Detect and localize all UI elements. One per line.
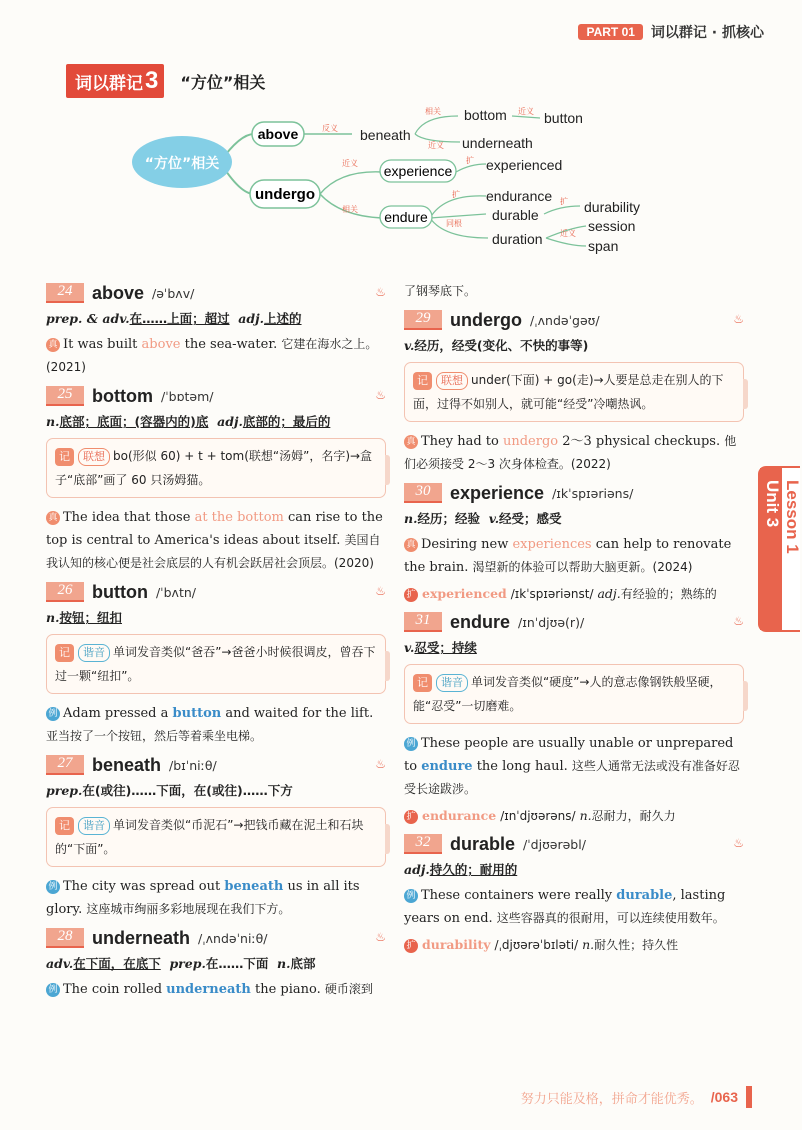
mindmap-rel-extend-1: 扩 — [466, 156, 474, 165]
memory-tip-text: under(下面) + go(走)→人要是总走在别人的下面，过得不如别人，就可能“经受”冷嘲热讽。 — [413, 373, 724, 411]
box-tab — [385, 651, 390, 681]
example-translation: 渴望新的体验可以帮助大脑更新。(2024) — [472, 560, 693, 574]
section-badge — [66, 64, 164, 98]
phonetic: /ɪkˈspɪəriəns/ — [552, 485, 634, 501]
li-icon: 例 — [46, 983, 60, 997]
entry-experience — [404, 480, 744, 605]
page-number: /063 — [710, 1089, 738, 1105]
right-column — [404, 280, 744, 960]
headword: experience — [450, 482, 545, 503]
memory-tag: 谐音 — [78, 644, 110, 662]
mindmap-node-span: span — [588, 238, 619, 254]
flame-icon: ♨ — [375, 388, 386, 402]
phonetic: /ˈdjʊərəbl/ — [523, 836, 586, 852]
box-tab — [385, 824, 390, 854]
derivative — [404, 805, 744, 827]
part-of-speech: prep. — [169, 956, 206, 971]
mindmap-node-experienced: experienced — [486, 157, 563, 173]
example-sentence — [46, 506, 386, 575]
part-of-speech: v. — [404, 640, 415, 655]
page-header — [578, 22, 764, 42]
headword: button — [92, 581, 148, 602]
mind-map — [0, 98, 800, 268]
memory-tip-box — [46, 634, 386, 694]
memory-tag: 联想 — [436, 372, 468, 390]
memory-icon: 记 — [55, 448, 74, 466]
example-sentence — [46, 875, 386, 921]
headword: durable — [450, 833, 516, 854]
entry-number: 25 — [46, 386, 84, 406]
mindmap-node-durability: durability — [584, 199, 641, 215]
example-text: the long haul. — [472, 759, 572, 774]
example-text: Desiring new — [421, 537, 513, 552]
meaning: 底部 — [290, 956, 316, 971]
part-of-speech: n. — [46, 610, 60, 625]
mindmap-rel-near-1: 近义 — [428, 141, 444, 150]
mindmap-rel-near-4: 近义 — [560, 229, 576, 238]
derivative-phonetic: /ɪkˈspɪəriənst/ — [510, 587, 594, 601]
headword: beneath — [92, 754, 162, 775]
mindmap-node-beneath: beneath — [360, 127, 411, 143]
example-text: , lasting years on end. — [404, 888, 726, 926]
mindmap-rel-related-2: 相关 — [342, 205, 358, 214]
part-of-speech: n. — [404, 511, 418, 526]
example-translation: 他们必须接受 2～3 次身体检查。(2022) — [404, 434, 737, 471]
meaning: 底部的；最后的 — [242, 414, 331, 429]
headword: underneath — [92, 927, 191, 948]
flame-icon: ♨ — [733, 614, 744, 628]
entry-head — [46, 579, 386, 605]
box-tab — [743, 681, 748, 711]
part-of-speech: prep. — [46, 783, 83, 798]
entry-beneath — [46, 752, 386, 921]
example-text: The idea that those — [63, 510, 195, 525]
flame-icon: ♨ — [733, 836, 744, 850]
part-of-speech: adj. — [238, 311, 265, 326]
example-text: Adam pressed a — [63, 706, 173, 721]
headword: above — [92, 282, 145, 303]
entry-number: 28 — [46, 928, 84, 948]
example-sentence — [404, 430, 744, 476]
example-text: 2～3 physical checkups. — [558, 434, 725, 449]
part-badge: PART 01 — [578, 24, 642, 40]
example-translation: 这些容器真的很耐用，可以连续使用数年。 — [496, 911, 725, 925]
memory-icon: 记 — [413, 372, 432, 390]
entry-number: 32 — [404, 834, 442, 854]
derivative-phonetic: /ɪnˈdjʊərəns/ — [500, 809, 576, 823]
meaning: 在……下面 — [205, 956, 269, 971]
entry-number: 30 — [404, 483, 442, 503]
example-text: us in all its glory. — [46, 879, 360, 917]
phonetic: /ˌʌndəˈgəʊ/ — [530, 312, 600, 328]
entry-head — [404, 609, 744, 635]
entry-head — [404, 831, 744, 857]
mindmap-node-bottom: bottom — [464, 107, 507, 123]
entry-number: 26 — [46, 582, 84, 602]
entry-head — [404, 480, 744, 506]
example-text: and waited for the lift. — [221, 706, 374, 721]
page-footer — [521, 1086, 752, 1108]
part-of-speech: adj. — [217, 414, 243, 429]
memory-icon: 记 — [55, 817, 74, 835]
entry-head — [404, 307, 744, 333]
example-highlight: endure — [421, 759, 473, 774]
entry-head — [46, 752, 386, 778]
example-text: These containers were really — [421, 888, 617, 903]
example-translation: 亚当按了一个按钮，然后等着乘坐电梯。 — [46, 729, 263, 743]
mindmap-node-undergo: undergo — [255, 186, 315, 203]
example-highlight: at the bottom — [194, 510, 284, 525]
meaning: 在(或往)……下面，在(或往)……下方 — [82, 783, 293, 798]
example-sentence — [46, 333, 386, 379]
side-tab-unit: Unit 3 — [763, 480, 782, 528]
entry-number: 31 — [404, 612, 442, 632]
example-sentence — [46, 978, 386, 1001]
page-bar — [746, 1086, 752, 1108]
footer-motto: 努力只能及格，拼命才能优秀。 — [520, 1091, 703, 1107]
mindmap-rel-related-1: 相关 — [425, 107, 441, 116]
phonetic: /ˈbʌtn/ — [155, 584, 196, 600]
meaning: 经历，经受(变化、不快的事等) — [414, 338, 589, 353]
example-translation: 这座城市绚丽多彩地展现在我们下方。 — [86, 902, 291, 916]
mindmap-node-session: session — [588, 218, 636, 234]
meaning: 底部；底面；(容器内的)底 — [59, 414, 209, 429]
part-of-speech: n. — [582, 937, 595, 952]
derivative-phonetic: /ˌdjʊərəˈbɪləti/ — [494, 938, 579, 952]
memory-tag: 谐音 — [78, 817, 110, 835]
example-text: It was built — [63, 337, 142, 352]
example-text: the piano. — [250, 982, 325, 997]
example-translation: 硬币滚到 — [324, 982, 373, 996]
li-icon: 例 — [404, 889, 418, 903]
part-of-speech: adj. — [597, 586, 621, 601]
section-subtitle: “方位”相关 — [180, 72, 266, 92]
mindmap-node-experience: experience — [383, 163, 453, 179]
mindmap-rel-cognate: 同根 — [446, 219, 462, 228]
example-translation: 美国自我认知的核心便是社会底层的人有机会跃居社会顶层。(2020) — [46, 533, 381, 570]
side-tab[interactable] — [758, 466, 800, 632]
box-tab — [385, 455, 390, 485]
headword: bottom — [92, 385, 153, 406]
headword: undergo — [450, 309, 522, 330]
memory-tag: 谐音 — [436, 674, 468, 692]
headword: endure — [450, 611, 511, 632]
mindmap-node-underneath: underneath — [462, 135, 533, 151]
example-sentence — [46, 702, 386, 748]
flame-icon: ♨ — [733, 312, 744, 326]
example-highlight: beneath — [224, 879, 284, 894]
mindmap-rel-extend-2: 扩 — [452, 190, 460, 199]
meaning: 经历；经验 — [417, 511, 480, 526]
part-of-speech: v. — [404, 338, 415, 353]
definition — [46, 412, 386, 432]
mindmap-rel-near-2: 近义 — [518, 107, 534, 116]
memory-tip-box — [404, 362, 744, 422]
section-title — [66, 64, 265, 98]
entry-durable — [404, 831, 744, 956]
derivative-meaning: 有经验的；熟练的 — [620, 587, 717, 601]
li-icon: 例 — [404, 737, 418, 751]
example-sentence — [404, 732, 744, 801]
meaning: 在……上面；超过 — [129, 311, 230, 326]
example-highlight: experiences — [512, 537, 592, 552]
example-text: can help to renovate the brain. — [404, 537, 732, 575]
part-of-speech: n. — [579, 808, 592, 823]
li-icon: 例 — [46, 707, 60, 721]
side-tab-text — [762, 480, 802, 554]
entry-head — [46, 925, 386, 951]
example-sentence — [404, 533, 744, 579]
definition — [46, 954, 386, 974]
mindmap-rel-extend-3: 扩 — [560, 197, 568, 206]
extend-icon: 扩 — [404, 810, 418, 824]
flame-icon: ♨ — [375, 285, 386, 299]
entry-above — [46, 280, 386, 379]
example-highlight: underneath — [166, 982, 251, 997]
memory-tip-text: 单词发音类似“币泥石”→把钱币藏在泥土和石块的“下面”。 — [55, 818, 364, 856]
example-translation: 了钢琴底下。 — [404, 284, 477, 298]
flame-icon: ♨ — [375, 757, 386, 771]
derivative-word: endurance — [422, 808, 497, 823]
example-sentence — [404, 884, 744, 930]
entry-undergo — [404, 307, 744, 476]
part-of-speech: n. — [277, 956, 291, 971]
definition — [404, 638, 744, 658]
mindmap-rel-near-3: 近义 — [342, 159, 358, 168]
extend-icon: 扩 — [404, 588, 418, 602]
part-of-speech: prep. & adv. — [46, 311, 130, 326]
entry-number: 24 — [46, 283, 84, 303]
continued-translation — [404, 280, 744, 303]
phonetic: /bɪˈniːθ/ — [169, 757, 217, 773]
meaning: 上述的 — [264, 311, 302, 326]
zhen-icon: 真 — [46, 338, 60, 352]
example-translation: 这些人通常无法或没有准备好忍受长途跋涉。 — [404, 759, 740, 796]
flame-icon: ♨ — [375, 930, 386, 944]
memory-icon: 记 — [55, 644, 74, 662]
part-of-speech: adv. — [46, 956, 74, 971]
box-tab — [743, 379, 748, 409]
example-text: They had to — [421, 434, 503, 449]
example-highlight: above — [141, 337, 181, 352]
definition — [46, 309, 386, 329]
memory-tip-box — [404, 664, 744, 724]
section-number: 3 — [145, 67, 159, 94]
meaning: 在下面，在底下 — [73, 956, 161, 971]
entry-number: 27 — [46, 755, 84, 775]
example-highlight: undergo — [502, 434, 559, 449]
side-tab-lesson: Lesson 1 — [783, 480, 802, 554]
meaning: 按钮；纽扣 — [59, 610, 122, 625]
example-translation: 它建在海水之上。(2021) — [46, 337, 378, 374]
entry-button — [46, 579, 386, 748]
derivative-meaning: 忍耐力，耐久力 — [591, 809, 676, 823]
entry-underneath — [46, 925, 386, 1001]
phonetic: /ˈbɒtəm/ — [160, 388, 214, 404]
part-of-speech: adj. — [404, 862, 430, 877]
definition — [404, 509, 744, 529]
extend-icon: 扩 — [404, 939, 418, 953]
li-icon: 例 — [46, 880, 60, 894]
entry-number: 29 — [404, 310, 442, 330]
example-text: These people are usually unable or unprepared to — [404, 736, 734, 774]
mindmap-node-above: above — [257, 126, 299, 142]
example-text: the sea-water. — [180, 337, 282, 352]
meaning: 忍受；持续 — [414, 640, 477, 655]
left-column — [46, 280, 386, 1005]
definition — [46, 781, 386, 801]
meaning: 持久的；耐用的 — [429, 862, 518, 877]
mindmap-node-endure: endure — [384, 209, 428, 225]
memory-tip-box — [46, 438, 386, 498]
derivative-word: durability — [422, 937, 491, 952]
zhen-icon: 真 — [404, 538, 418, 552]
definition — [404, 336, 744, 356]
phonetic: /ˌʌndəˈniːθ/ — [198, 930, 268, 946]
memory-tag: 联想 — [78, 448, 110, 466]
example-text: The city was spread out — [63, 879, 225, 894]
example-text: can rise to the top is central to America's ideas about itself. — [46, 510, 383, 548]
memory-tip-text: 单词发音类似“爸吞”→爸爸小时候很调皮，曾吞下过一颗“纽扣”。 — [55, 645, 376, 683]
zhen-icon: 真 — [46, 511, 60, 525]
definition — [404, 860, 744, 880]
derivative-word: experienced — [422, 586, 507, 601]
entry-head — [46, 383, 386, 409]
section-badge-text: 词以群记 — [75, 73, 143, 94]
part-of-speech: v. — [488, 511, 500, 526]
memory-tip-text: 单词发音类似“硬度”→人的意志像钢铁般坚硬，能“忍受”一切磨难。 — [413, 675, 722, 713]
mindmap-node-duration: duration — [492, 231, 543, 247]
part-of-speech: n. — [46, 414, 60, 429]
memory-tip-box — [46, 807, 386, 867]
mindmap-root: “方位”相关 — [144, 156, 220, 172]
example-highlight: button — [172, 706, 222, 721]
mindmap-node-durable: durable — [492, 207, 539, 223]
derivative-meaning: 耐久性；持久性 — [594, 938, 679, 952]
definition — [46, 608, 386, 628]
memory-tip-text: bo(形似 60) + t + tom(联想“汤姆”，名字)→盒子“底部”画了 60 只汤姆猫。 — [55, 449, 373, 487]
derivative — [404, 934, 744, 956]
mindmap-rel-antonym: 反义 — [322, 124, 338, 133]
example-text: The coin rolled — [63, 982, 167, 997]
mindmap-node-button: button — [544, 110, 583, 126]
flame-icon: ♨ — [375, 584, 386, 598]
memory-icon: 记 — [413, 674, 432, 692]
example-highlight: durable — [616, 888, 673, 903]
entry-head — [46, 280, 386, 306]
phonetic: /ɪnˈdjʊə(r)/ — [518, 614, 585, 630]
mindmap-node-endurance: endurance — [486, 188, 553, 204]
meaning: 经受；感受 — [499, 511, 562, 526]
phonetic: /əˈbʌv/ — [152, 285, 195, 301]
derivative — [404, 583, 744, 605]
header-title: 词以群记 · 抓核心 — [650, 25, 764, 41]
entry-bottom — [46, 383, 386, 575]
entry-endure — [404, 609, 744, 827]
zhen-icon: 真 — [404, 435, 418, 449]
